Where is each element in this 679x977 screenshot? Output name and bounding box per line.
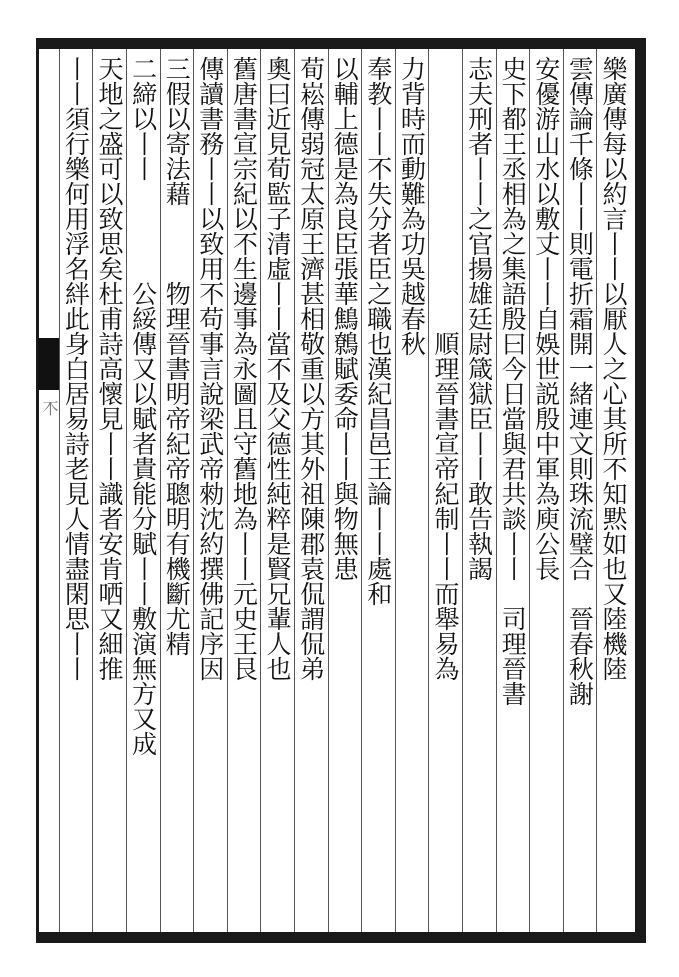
right-border <box>635 38 646 943</box>
column-divider <box>260 49 261 932</box>
column-divider <box>428 49 429 932</box>
column-divider <box>529 49 530 932</box>
column-divider <box>92 49 93 932</box>
column-divider <box>59 49 60 932</box>
text-column: 舊唐書宣宗紀以不生邊事為永圖且守舊地為丨丨元史王艮 <box>229 56 259 681</box>
column-divider <box>160 49 161 932</box>
column-divider <box>361 49 362 932</box>
text-column: 志夫刑者丨丨之官揚雄廷尉箴獄臣丨丨敢告執謁 <box>464 56 494 581</box>
text-column: 傳讀書務丨丨以致用不苟事言說梁武帝勑沈約撰佛記序因 <box>195 56 225 681</box>
text-column: 奧曰近見荀監子清虛丨丨當不及父德性純粹是賢兄輩人也 <box>262 56 292 681</box>
column-divider <box>596 49 597 932</box>
text-column: 天地之盛可以致思矣杜甫詩高懷見丨丨識者安肯哂又細推 <box>94 56 124 681</box>
column-divider <box>193 49 194 932</box>
text-column: 二締以丨丨 公綏傳又以賦者貴能分賦丨丨敷演無方又成 <box>128 56 158 756</box>
text-column: 史下都王丞相為之集語殷曰今日當與君共談丨丨 司理晉書 <box>498 56 528 706</box>
column-divider <box>227 49 228 932</box>
text-column: 順理晉書宣帝紀制丨丨而舉易為 <box>430 56 460 681</box>
edge-tab <box>38 338 60 390</box>
edge-ghost-text: 𣎴 <box>40 400 59 416</box>
column-divider <box>126 49 127 932</box>
book-page <box>36 38 646 943</box>
column-divider <box>563 49 564 932</box>
column-divider <box>395 49 396 932</box>
text-column: 樂廣傳每以約言丨丨以厭人之心其所不知黙如也又陸機陸 <box>598 56 628 681</box>
text-column: 雲傳論千條丨丨則電折霜開一緒連文則珠流璧合 晉春秋謝 <box>565 56 595 706</box>
text-column: 奉教丨丨不失分者臣之職也漢紀昌邑王論丨丨處和 <box>363 56 393 606</box>
text-column: 荀崧傳弱冠太原王濟甚相敬重以方其外祖陳郡袁侃謂侃弟 <box>296 56 326 681</box>
column-divider <box>496 49 497 932</box>
text-column: 安優游山水以敷丈丨丨自娛世説殷中軍為庾公長 <box>531 56 561 581</box>
column-divider <box>328 49 329 932</box>
text-column: 三假以寄法藉 物理晉書明帝紀帝聰明有機斷尤精 <box>162 56 192 656</box>
text-column: 以輔上德是為良臣張華鷦鷯賦委命丨丨與物無患 <box>330 56 360 581</box>
column-divider <box>462 49 463 932</box>
text-column: 丨丨須行樂何用浮名絆此身白居易詩老見人情盡閑思丨丨 <box>61 56 91 681</box>
bottom-border <box>36 932 646 943</box>
column-divider <box>294 49 295 932</box>
text-column: 力背時而動難為功吳越春秋 <box>397 56 427 356</box>
top-border <box>36 38 646 49</box>
